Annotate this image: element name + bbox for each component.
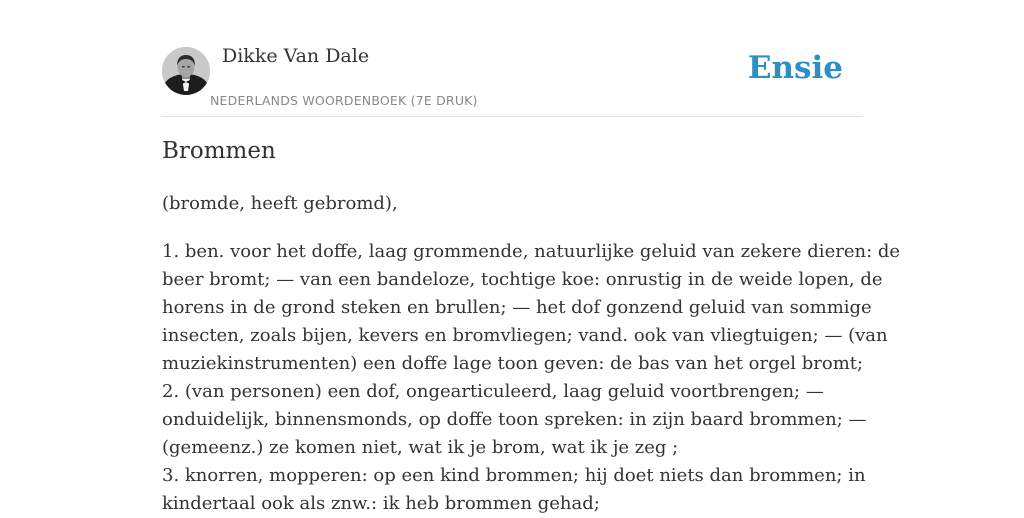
definition-line: kindertaal ook als znw.: ik heb brommen gehad; [162,493,600,514]
author-name[interactable]: Dikke Van Dale [222,45,370,67]
source-label[interactable]: NEDERLANDS WOORDENBOEK (7E DRUK) [210,93,478,108]
author-avatar[interactable] [162,47,210,95]
site-logo[interactable]: Ensie [747,50,843,86]
definition-line: (gemeenz.) ze komen niet, wat ik je brom, wat ik je zeg ; [162,437,679,458]
entry-grammar: (bromde, heeft gebromd), [162,193,398,214]
definition-line: 3. knorren, mopperen: op een kind brommen; hij doet niets dan brommen; in [162,465,866,486]
definition-line: muziekinstrumenten) een doffe lage toon geven: de bas van het orgel bromt; [162,353,864,374]
definition-line: beer bromt; — van een bandeloze, tochtige koe: onrustig in de weide lopen, de [162,269,883,290]
definition-line: 1. ben. voor het doffe, laag grommende, natuurlijke geluid van zekere dieren: de [162,241,901,262]
definition-line: horens in de grond steken en brullen; — het dof gonzend geluid van sommige [162,297,872,318]
entry-title: Brommen [162,138,276,164]
header [162,0,862,117]
entry-definition [162,238,901,518]
portrait-image [162,47,210,95]
definition-line: onduidelijk, binnensmonds, op doffe toon spreken: in zijn baard brommen; — [162,409,867,430]
definition-line: insecten, zoals bijen, kevers en bromvliegen; vand. ook van vliegtuigen; — (van [162,325,888,346]
definition-line: 2. (van personen) een dof, ongearticuleerd, laag geluid voortbrengen; — [162,381,824,402]
